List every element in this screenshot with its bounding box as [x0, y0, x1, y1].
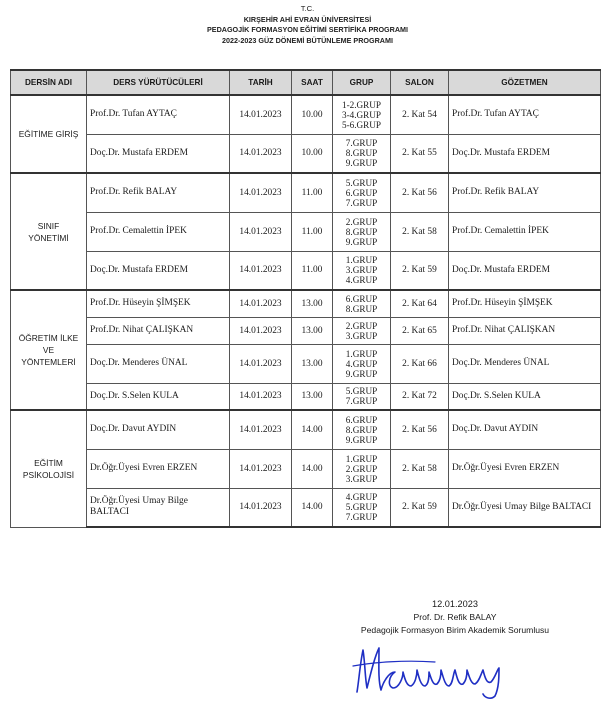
group-item: 8.GRUP — [345, 148, 378, 159]
group-item: 2.GRUP — [345, 216, 378, 227]
time-cell: 14.00 — [292, 449, 333, 488]
date-cell: 14.01.2023 — [230, 173, 292, 212]
proctor-cell: Doç.Dr. Davut AYDIN — [449, 410, 601, 449]
proctor-cell: Dr.Öğr.Üyesi Evren ERZEN — [449, 449, 601, 488]
instructor-cell: Dr.Öğr.Üyesi Umay Bilge BALTACI — [87, 488, 230, 527]
table-row — [11, 344, 601, 383]
proctor-cell: Prof.Dr. Nihat ÇALIŞKAN — [449, 317, 601, 344]
proctor-cell: Prof.Dr. Cemalettin İPEK — [449, 212, 601, 251]
group-cell — [333, 134, 391, 173]
table-row — [11, 410, 601, 449]
signature-date: 12.01.2023 — [432, 599, 478, 609]
room-cell: 2. Kat 56 — [391, 173, 449, 212]
document-header — [0, 4, 615, 46]
table-row — [11, 251, 601, 290]
room-cell: 2. Kat 58 — [391, 212, 449, 251]
room-cell: 2. Kat 58 — [391, 449, 449, 488]
group-item: 7.GRUP — [345, 512, 378, 523]
group-item: 7.GRUP — [345, 396, 378, 407]
col-header-proctor: GÖZETMEN — [449, 70, 601, 95]
course-name-line: VE — [42, 345, 55, 355]
room-cell: 2. Kat 59 — [391, 251, 449, 290]
group-item: 3.GRUP — [345, 265, 378, 276]
handwritten-signature — [345, 642, 513, 700]
date-cell: 14.01.2023 — [230, 410, 292, 449]
group-item: 3.GRUP — [345, 330, 378, 341]
room-cell: 2. Kat 54 — [391, 95, 449, 134]
group-cell — [333, 410, 391, 449]
group-item: 8.GRUP — [345, 303, 378, 314]
room-cell: 2. Kat 66 — [391, 344, 449, 383]
course-name-line: EĞİTİM — [34, 457, 63, 468]
group-cell — [333, 383, 391, 410]
group-item: 9.GRUP — [345, 368, 378, 379]
group-item: 1.GRUP — [345, 255, 378, 266]
instructor-cell: Prof.Dr. Refik BALAY — [87, 173, 230, 212]
course-name-cell — [11, 173, 87, 290]
instructor-cell: Dr.Öğr.Üyesi Evren ERZEN — [87, 449, 230, 488]
group-item: 7.GRUP — [345, 197, 378, 208]
time-cell: 11.00 — [292, 251, 333, 290]
table-row — [11, 383, 601, 410]
group-item: 9.GRUP — [345, 236, 378, 247]
header-program: PEDAGOJİK FORMASYON EĞİTİMİ SERTİFİKA PROGRAMI — [207, 25, 408, 34]
instructor-cell: Doç.Dr. Menderes ÜNAL — [87, 344, 230, 383]
header-tc: T.C. — [300, 4, 315, 13]
table-row — [11, 212, 601, 251]
date-cell: 14.01.2023 — [230, 290, 292, 317]
date-cell: 14.01.2023 — [230, 317, 292, 344]
group-cell — [333, 212, 391, 251]
table-row — [11, 449, 601, 488]
col-header-course: DERSİN ADI — [11, 70, 87, 95]
instructor-cell: Doç.Dr. Mustafa ERDEM — [87, 251, 230, 290]
date-cell: 14.01.2023 — [230, 488, 292, 527]
group-item: 7.GRUP — [345, 138, 378, 149]
date-cell: 14.01.2023 — [230, 449, 292, 488]
col-header-time: SAAT — [292, 70, 333, 95]
group-item: 5-6.GRUP — [341, 119, 382, 130]
group-item: 3-4.GRUP — [341, 109, 382, 120]
col-header-group: GRUP — [333, 70, 391, 95]
instructor-cell: Doç.Dr. Mustafa ERDEM — [87, 134, 230, 173]
proctor-cell: Prof.Dr. Refik BALAY — [449, 173, 601, 212]
group-item: 5.GRUP — [345, 386, 378, 397]
group-item: 5.GRUP — [345, 177, 378, 188]
instructor-cell: Doç.Dr. Davut AYDIN — [87, 410, 230, 449]
signature-block — [330, 598, 580, 637]
group-cell — [333, 449, 391, 488]
course-name-line: EĞİTİME GİRİŞ — [18, 129, 79, 139]
table-row — [11, 173, 601, 212]
signatory-role: Pedagojik Formasyon Birim Akademik Sorumlusu — [360, 625, 550, 635]
table-body — [11, 95, 601, 527]
group-item: 6.GRUP — [345, 293, 378, 304]
proctor-cell: Doç.Dr. Menderes ÜNAL — [449, 344, 601, 383]
room-cell: 2. Kat 64 — [391, 290, 449, 317]
proctor-cell: Prof.Dr. Tufan AYTAÇ — [449, 95, 601, 134]
time-cell: 13.00 — [292, 344, 333, 383]
group-item: 4.GRUP — [345, 492, 378, 503]
group-item: 8.GRUP — [345, 226, 378, 237]
col-header-room: SALON — [391, 70, 449, 95]
room-cell: 2. Kat 72 — [391, 383, 449, 410]
header-university: KIRŞEHİR AHİ EVRAN ÜNİVERSİTESİ — [243, 14, 372, 24]
course-name-cell — [11, 410, 87, 527]
group-item: 6.GRUP — [345, 187, 378, 198]
course-name-line: SINIF — [37, 220, 60, 231]
proctor-cell: Doç.Dr. Mustafa ERDEM — [449, 134, 601, 173]
col-header-instructors: DERS YÜRÜTÜCÜLERİ — [87, 70, 230, 95]
group-cell — [333, 317, 391, 344]
group-item: 4.GRUP — [345, 275, 378, 286]
group-item: 1.GRUP — [345, 348, 378, 359]
group-item: 1-2.GRUP — [341, 99, 382, 110]
table-header-row — [11, 70, 601, 95]
group-item: 2.GRUP — [345, 463, 378, 474]
signatory-name: Prof. Dr. Refik BALAY — [413, 612, 497, 622]
time-cell: 11.00 — [292, 212, 333, 251]
proctor-cell: Doç.Dr. S.Selen KULA — [449, 383, 601, 410]
date-cell: 14.01.2023 — [230, 383, 292, 410]
time-cell: 13.00 — [292, 317, 333, 344]
date-cell: 14.01.2023 — [230, 251, 292, 290]
proctor-cell: Prof.Dr. Hüseyin ŞİMŞEK — [449, 290, 601, 317]
course-name-line: YÖNTEMLERİ — [21, 357, 76, 367]
group-item: 2.GRUP — [345, 320, 378, 331]
instructor-cell: Prof.Dr. Tufan AYTAÇ — [87, 95, 230, 134]
exam-schedule-table — [10, 69, 601, 528]
time-cell: 10.00 — [292, 95, 333, 134]
date-cell: 14.01.2023 — [230, 212, 292, 251]
group-cell — [333, 290, 391, 317]
group-cell — [333, 488, 391, 527]
header-term: 2022-2023 GÜZ DÖNEMİ BÜTÜNLEME PROGRAMI — [222, 35, 393, 45]
table-row — [11, 134, 601, 173]
course-name-line: YÖNETİMİ — [28, 232, 69, 243]
date-cell: 14.01.2023 — [230, 134, 292, 173]
time-cell: 13.00 — [292, 383, 333, 410]
proctor-cell: Dr.Öğr.Üyesi Umay Bilge BALTACI — [449, 488, 601, 527]
proctor-cell: Doç.Dr. Mustafa ERDEM — [449, 251, 601, 290]
group-item: 5.GRUP — [345, 502, 378, 513]
date-cell: 14.01.2023 — [230, 95, 292, 134]
course-name-cell — [11, 290, 87, 410]
col-header-date: TARİH — [230, 70, 292, 95]
group-item: 6.GRUP — [345, 414, 378, 425]
table-row — [11, 95, 601, 134]
group-item: 9.GRUP — [345, 434, 378, 445]
room-cell: 2. Kat 56 — [391, 410, 449, 449]
room-cell: 2. Kat 65 — [391, 317, 449, 344]
course-name-line: ÖĞRETİM İLKE — [18, 333, 79, 343]
time-cell: 14.00 — [292, 488, 333, 527]
group-cell — [333, 344, 391, 383]
table-row — [11, 317, 601, 344]
date-cell: 14.01.2023 — [230, 344, 292, 383]
instructor-cell: Prof.Dr. Hüseyin ŞİMŞEK — [87, 290, 230, 317]
group-item: 3.GRUP — [345, 473, 378, 484]
time-cell: 14.00 — [292, 410, 333, 449]
group-cell — [333, 173, 391, 212]
time-cell: 10.00 — [292, 134, 333, 173]
room-cell: 2. Kat 55 — [391, 134, 449, 173]
group-cell — [333, 95, 391, 134]
table-row — [11, 488, 601, 527]
group-item: 1.GRUP — [345, 453, 378, 464]
group-cell — [333, 251, 391, 290]
time-cell: 11.00 — [292, 173, 333, 212]
group-item: 4.GRUP — [345, 358, 378, 369]
room-cell: 2. Kat 59 — [391, 488, 449, 527]
instructor-cell: Doç.Dr. S.Selen KULA — [87, 383, 230, 410]
instructor-cell: Prof.Dr. Cemalettin İPEK — [87, 212, 230, 251]
table-row — [11, 290, 601, 317]
group-item: 8.GRUP — [345, 424, 378, 435]
course-name-line: PSİKOLOJİSİ — [22, 469, 75, 480]
group-item: 9.GRUP — [345, 158, 378, 169]
instructor-cell: Prof.Dr. Nihat ÇALIŞKAN — [87, 317, 230, 344]
course-name-cell — [11, 95, 87, 173]
time-cell: 13.00 — [292, 290, 333, 317]
